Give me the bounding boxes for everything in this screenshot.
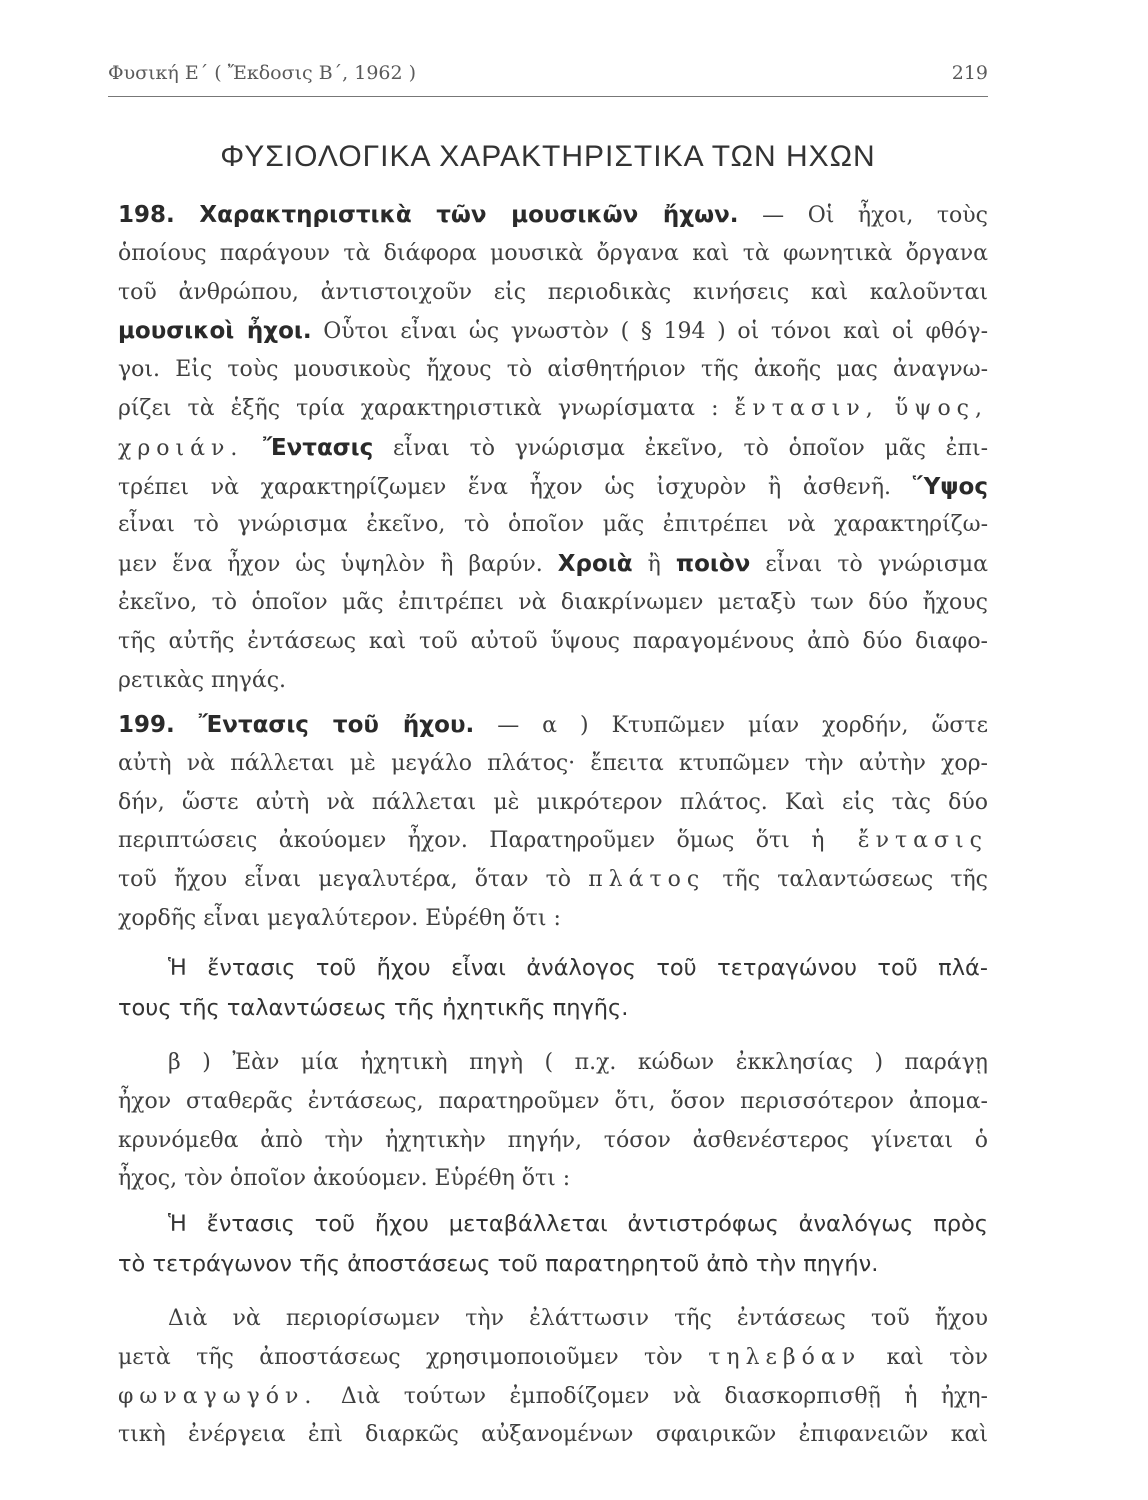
spaced-term: ἔντασιν, [734,395,879,421]
section-198 [118,196,988,700]
line: ἦχον σταθερᾶς ἐντάσεως, παρατηροῦμεν ὅτι, ὅσον περισσότερον ἀπομα- [118,1088,988,1114]
line: τοῦ ἀνθρώπου, ἀντιστοιχοῦν εἰς περιοδικὰς κινήσεις καὶ καλοῦνται [118,279,988,305]
line: εἶναι τὸ γνώρισμα ἐκεῖνο, τὸ ὁποῖον μᾶς ἐπιτρέπει νὰ χαρακτηρίζω- [118,512,988,538]
line: ρίζει τὰ ἑξῆς τρία χαρακτηριστικὰ γνωρίσματα : ἔντασιν, ὕψος, [118,395,988,421]
line: χροιάν. Ἔντασις εἶναι τὸ γνώρισμα ἐκεῖνο, τὸ ὁποῖον μᾶς ἐπι- [118,434,988,461]
paragraph-c [118,1300,988,1455]
term-pitch: Ὕψος [912,473,988,500]
spaced-term: ἡ ἔντασις [811,828,988,854]
section-199 [118,706,988,939]
law-2 [118,1204,988,1284]
line: ρετικὰς πηγάς. [118,667,287,693]
line: 198. Χαρακτηριστικὰ τῶν μουσικῶν ἤχων. — Οἱ ἦχοι, τοὺς [118,202,988,228]
line: τρέπει νὰ χαρακτηρίζωμεν ἕνα ἦχον ὡς ἰσχυρὸν ἢ ἀσθενῆ. Ὕψος [118,473,988,500]
running-header [108,62,988,84]
term-musical-sounds: μουσικοὶ ἦχοι. [118,318,312,345]
line: ἦχος, τὸν ὁποῖον ἀκούομεν. Εὑρέθη ὅτι : [118,1166,571,1192]
section-198-heading: 198. Χαρακτηριστικὰ τῶν μουσικῶν ἤχων. [118,202,739,228]
line: ὁποίους παράγουν τὰ διάφορα μουσικὰ ὄργανα καὶ τὰ φωνητικὰ ὄργανα [118,240,988,266]
spaced-term: τηλεβόαν [708,1344,862,1370]
line: περιπτώσεις ἀκούομεν ἦχον. Παρατηροῦμεν ὅμως ὅτι ἡ ἔντασις [118,828,988,854]
chapter-title: ΦΥΣΙΟΛΟΓΙΚΑ ΧΑΡΑΚΤΗΡΙΣΤΙΚΑ ΤΩΝ ΗΧΩΝ [220,140,876,173]
spaced-term: χροιάν. [118,435,244,461]
line: φωναγωγόν. Διὰ τούτων ἐμποδίζομεν νὰ διασκορπισθῇ ἡ ἠχη- [118,1383,988,1409]
line: χορδῆς εἶναι μεγαλύτερον. Εὑρέθη ὅτι : [118,905,561,931]
header-rule [108,96,988,97]
line: αὐτὴ νὰ πάλλεται μὲ μεγάλο πλάτος· ἔπειτα κτυπῶμεν τὴν αὐτὴν χορ- [118,750,988,776]
law-line: Ἡ ἔντασις τοῦ ἤχου μεταβάλλεται ἀντιστρόφως ἀναλόγως πρὸς [168,1211,988,1237]
line: μεν ἕνα ἦχον ὡς ὑψηλὸν ἢ βαρύν. Χροιὰ ἢ ποιὸν εἶναι τὸ γνώρισμα [118,551,988,578]
line: ἐκεῖνο, τὸ ὁποῖον μᾶς ἐπιτρέπει νὰ διακρίνωμεν μεταξὺ των δύο ἤχους [118,589,988,615]
law-line: Ἡ ἔντασις τοῦ ἤχου εἶναι ἀνάλογος τοῦ τετραγώνου τοῦ πλά- [168,955,988,981]
term-intensity: Ἔντασις [263,434,374,461]
law-line: τους τῆς ταλαντώσεως τῆς ἠχητικῆς πηγῆς. [118,995,629,1021]
term-quality: ποιὸν [675,551,751,578]
paragraph-b [118,1044,988,1199]
line: δήν, ὥστε αὐτὴ νὰ πάλλεται μὲ μικρότερον πλάτος. Καὶ εἰς τὰς δύο [118,789,988,815]
spaced-term: πλάτος [588,867,706,893]
line: γοι. Εἰς τοὺς μουσικοὺς ἤχους τὸ αἰσθητήριον τῆς ἀκοῆς μας ἀναγνω- [118,357,988,383]
line: 199. Ἔντασις τοῦ ἤχου. — α ) Κτυπῶμεν μίαν χορδήν, ὥστε [118,712,988,738]
line: Διὰ νὰ περιορίσωμεν τὴν ἐλάττωσιν τῆς ἐντάσεως τοῦ ἤχου [168,1306,988,1331]
running-title: Φυσική Ε΄ ( Ἔκδοσις Β΄, 1962 ) [108,62,417,84]
line: μετὰ τῆς ἀποστάσεως χρησιμοποιοῦμεν τὸν τηλεβόαν καὶ τὸν [118,1344,988,1370]
page-number: 219 [951,62,988,84]
line: τοῦ ἤχου εἶναι μεγαλυτέρα, ὅταν τὸ πλάτος τῆς ταλαντώσεως τῆς [118,867,988,893]
term-timbre: Χροιὰ [557,551,633,578]
spaced-term: φωναγωγόν. [118,1383,318,1409]
law-1 [118,948,988,1028]
line: β ) Ἐὰν μία ἠχητικὴ πηγὴ ( π.χ. κώδων ἐκκλησίας ) παράγῃ [168,1050,988,1075]
section-199-heading: 199. Ἔντασις τοῦ ἤχου. [118,712,475,738]
line: τῆς αὐτῆς ἐντάσεως καὶ τοῦ αὐτοῦ ὕψους παραγομένους ἀπὸ δύο διαφο- [118,628,988,654]
law-line: τὸ τετράγωνον τῆς ἀποστάσεως τοῦ παρατηρητοῦ ἀπὸ τὴν πηγήν. [118,1251,879,1277]
line: κρυνόμεθα ἀπὸ τὴν ἠχητικὴν πηγήν, τόσον ἀσθενέστερος γίνεται ὁ [118,1127,988,1153]
spaced-term: ὕψος, [894,395,988,421]
line: τικὴ ἐνέργεια ἐπὶ διαρκῶς αὐξανομένων σφαιρικῶν ἐπιφανειῶν καὶ [118,1422,988,1448]
line: μουσικοὶ ἦχοι. Οὗτοι εἶναι ὡς γνωστὸν ( § 194 ) οἱ τόνοι καὶ οἱ φθόγ- [118,318,988,345]
